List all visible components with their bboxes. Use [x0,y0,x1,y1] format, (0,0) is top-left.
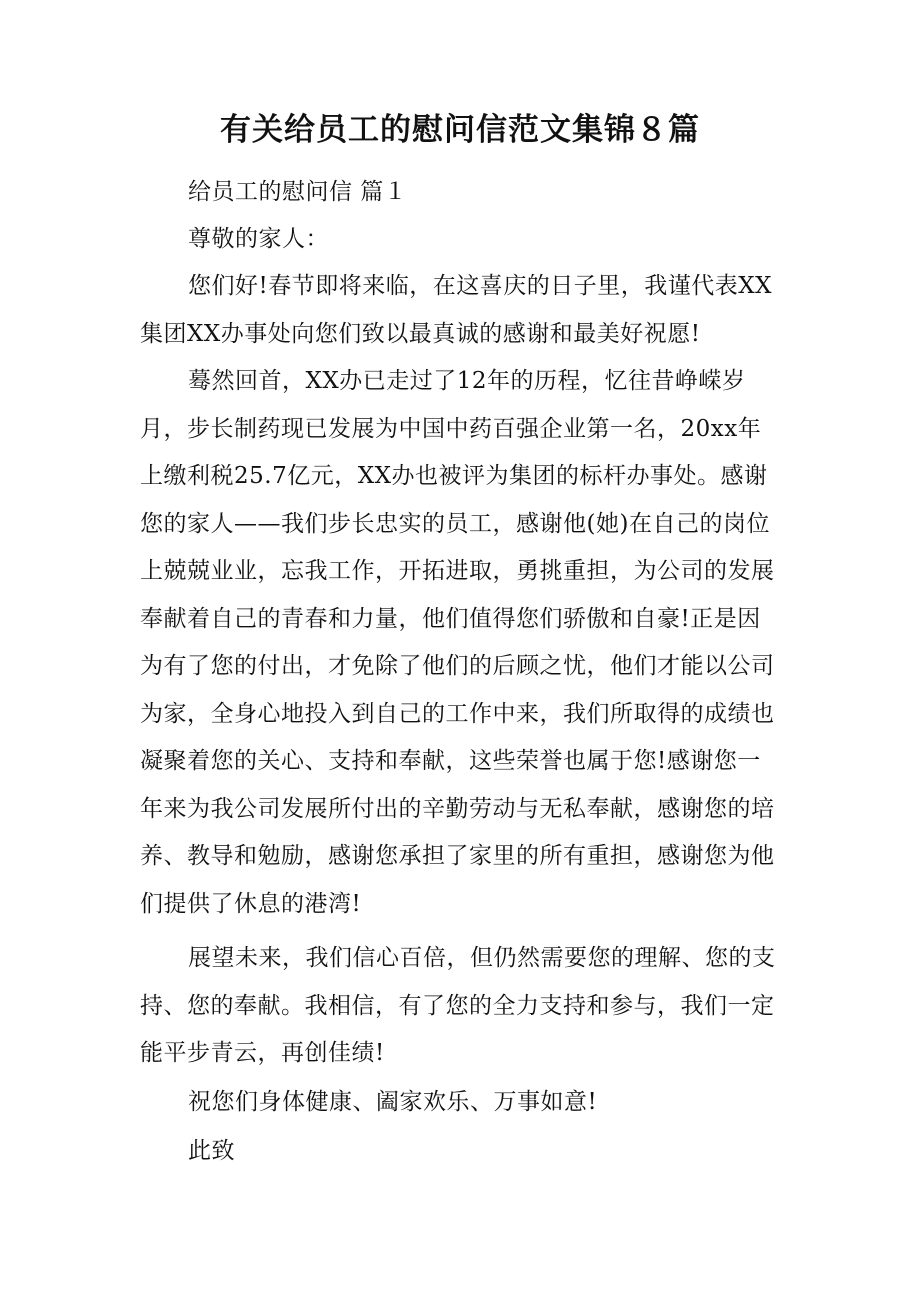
paragraph-greeting: 您们好!春节即将来临，在这喜庆的日子里，我谨代表XX集团XX办事处向您们致以最真诚的感谢和最美好祝愿! [140,273,772,347]
paragraph-wishes: 祝您们身体健康、阖家欢乐、万事如意! [188,1089,598,1115]
section-heading: 给员工的慰问信 篇１ [188,179,408,205]
document-title: 有关给员工的慰问信范文集锦８篇 [220,112,700,148]
paragraph-gratitude: 蓦然回首，XX办已走过了12年的历程，忆往昔峥嵘岁月，步长制药现已发展为中国中药百强企业第一名，20xx年上缴利税25.7亿元，XX办也被评为集团的标杆办事处。感谢您的家人——我们步长忠实的员工，感谢他(她)在自己的岗位上兢兢业业，忘我工作，开拓进取，勇挑重担，为公司的发展奉献着自己的青春和力量，他们值得您们骄傲和自豪!正是因为有了您的付出，才免除了他们的后顾之忧，他们才能以公司为家，全身心地投入到自己的工作中来，我们所取得的成绩也凝聚着您的关心、支持和奉献，这些荣誉也属于您!感谢您一年来为我公司发展所付出的辛勤劳动与无私奉献，感谢您的培养、教导和勉励，感谢您承担了家里的所有重担，感谢您为他们提供了休息的港湾! [140,368,775,917]
salutation: 尊敬的家人： [188,226,329,252]
closing: 此致 [188,1138,235,1164]
paragraph-outlook: 展望未来，我们信心百倍，但仍然需要您的理解、您的支持、您的奉献。我相信，有了您的全力支持和参与，我们一定能平步青云，再创佳绩! [140,945,776,1066]
